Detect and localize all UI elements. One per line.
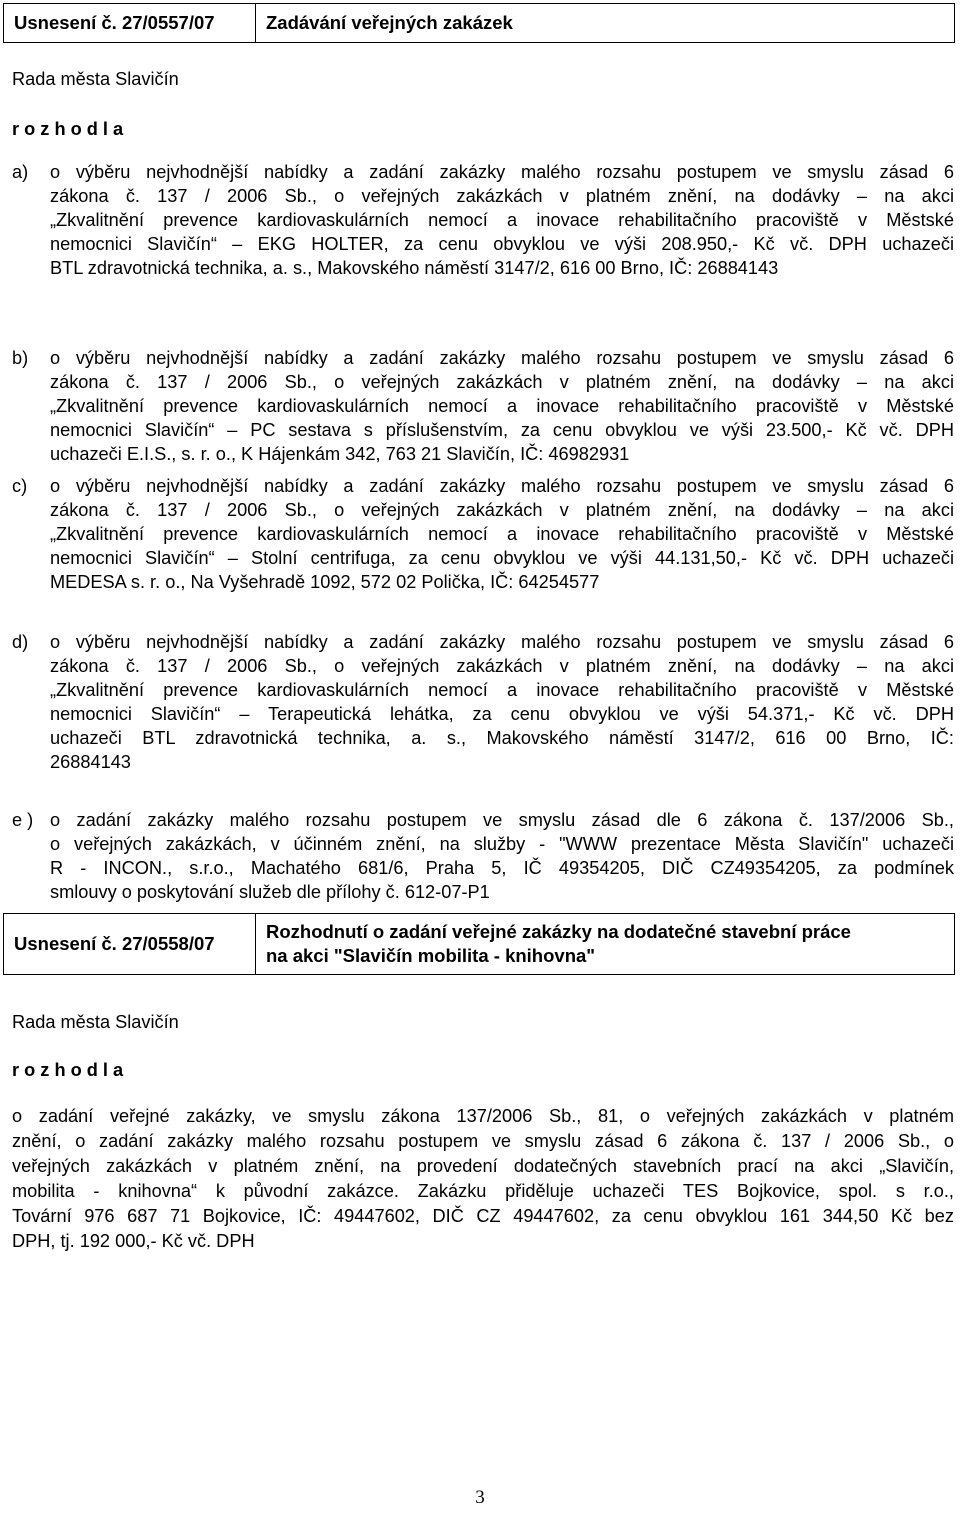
item-line: „Zkvalitnění prevence kardiovaskulárních nemocí a inovace rehabilitačního pracoviště v Městské — [50, 210, 954, 230]
item-line: nemocnici Slavičín“ – EKG HOLTER, za cenu obvyklou ve výši 208.950,- Kč vč. DPH uchazeči — [50, 234, 954, 254]
item-marker: e ) — [12, 810, 34, 830]
paragraph-line: o zadání veřejné zakázky, ve smyslu zákona 137/2006 Sb., 81, o veřejných zakázkách v platném — [12, 1106, 954, 1126]
item-line: zákona č. 137 / 2006 Sb., o veřejných zakázkách v platném znění, na dodávky – na akci — [50, 372, 954, 392]
page-number: 3 — [475, 1487, 485, 1508]
item-line: nemocnici Slavičín“ – PC sestava s příslušenstvím, za cenu obvyklou ve výši 23.500,- Kč vč. DPH — [50, 420, 954, 440]
item-line: R - INCON., s.r.o., Machatého 681/6, Praha 5, IČ 49354205, DIČ CZ49354205, za podmínek — [50, 858, 954, 878]
item-line: uchazeči E.I.S., s. r. o., K Hájenkám 342, 763 21 Slavičín, IČ: 46982931 — [50, 444, 630, 464]
item-line: o výběru nejvhodnější nabídky a zadání zakázky malého rozsahu postupem ve smyslu zásad 6 — [50, 476, 954, 496]
paragraph-line: DPH, tj. 192 000,- Kč vč. DPH — [12, 1231, 255, 1251]
item-line: o zadání zakázky malého rozsahu postupem ve smyslu zásad dle 6 zákona č. 137/2006 Sb., — [50, 810, 954, 830]
item-text — [50, 630, 954, 774]
resolution-title-2-line-1: Rozhodnutí o zadání veřejné zakázky na dodatečné stavební práce — [266, 921, 851, 942]
item-marker: b) — [12, 348, 29, 368]
item-line: 26884143 — [50, 752, 131, 772]
item-line: zákona č. 137 / 2006 Sb., o veřejných zakázkách v platném znění, na dodávky – na akci — [50, 500, 954, 520]
item-line: uchazeči BTL zdravotnická technika, a. s., Makovského náměstí 3147/2, 616 00 Brno, IČ: — [50, 728, 954, 748]
council-name-1: Rada města Slavičín — [12, 69, 179, 89]
item-text — [50, 808, 954, 904]
resolution-number-1: Usnesení č. 27/0557/07 — [4, 4, 256, 43]
item-marker: a) — [12, 162, 29, 182]
item-marker: c) — [12, 476, 28, 496]
item-line: smlouvy o poskytování služeb dle přílohy č. 612-07-P1 — [50, 882, 490, 902]
decides-heading-1: r o z h o d l a — [12, 119, 124, 139]
item-line: „Zkvalitnění prevence kardiovaskulárních nemocí a inovace rehabilitačního pracoviště v Městské — [50, 524, 954, 544]
item-line: MEDESA s. r. o., Na Vyšehradě 1092, 572 02 Polička, IČ: 64254577 — [50, 572, 600, 592]
resolution-header-2 — [3, 913, 955, 975]
item-line: nemocnici Slavičín“ – Terapeutická lehátka, za cenu obvyklou ve výši 54.371,- Kč vč. DPH — [50, 704, 954, 724]
item-marker: d) — [12, 632, 29, 652]
item-line: BTL zdravotnická technika, a. s., Makovského náměstí 3147/2, 616 00 Brno, IČ: 26884143 — [50, 258, 779, 278]
resolution-number-2: Usnesení č. 27/0558/07 — [4, 914, 256, 975]
item-text — [50, 160, 954, 280]
item-text — [50, 474, 954, 594]
resolution-title-2 — [256, 914, 955, 975]
resolution-title-2-line-2: na akci "Slavičín mobilita - knihovna" — [266, 945, 596, 966]
item-line: o výběru nejvhodnější nabídky a zadání zakázky malého rozsahu postupem ve smyslu zásad 6 — [50, 162, 954, 182]
item-line: o veřejných zakázkách, v účinném znění, na služby - "WWW prezentace Města Slavičín" uchazeči — [50, 834, 954, 854]
council-name-2: Rada města Slavičín — [12, 1012, 179, 1032]
paragraph-line: znění, o zadání zakázky malého rozsahu postupem ve smyslu zásad 6 zákona č. 137 / 2006 Sb., o — [12, 1131, 954, 1151]
decision-paragraph — [12, 1104, 954, 1254]
paragraph-line: Tovární 976 687 71 Bojkovice, IČ: 49447602, DIČ CZ 49447602, za cenu obvyklou 161 344,50 Kč bez — [12, 1206, 954, 1226]
item-line: o výběru nejvhodnější nabídky a zadání zakázky malého rozsahu postupem ve smyslu zásad 6 — [50, 632, 954, 652]
decides-heading-2: r o z h o d l a — [12, 1060, 124, 1080]
item-line: „Zkvalitnění prevence kardiovaskulárních nemocí a inovace rehabilitačního pracoviště v Městské — [50, 680, 954, 700]
item-line: nemocnici Slavičín“ – Stolní centrifuga, za cenu obvyklou ve výši 44.131,50,- Kč vč. DPH uchazeči — [50, 548, 954, 568]
item-line: zákona č. 137 / 2006 Sb., o veřejných zakázkách v platném znění, na dodávky – na akci — [50, 656, 954, 676]
resolution-header-1 — [3, 3, 955, 43]
item-text — [50, 346, 954, 466]
item-line: „Zkvalitnění prevence kardiovaskulárních nemocí a inovace rehabilitačního pracoviště v Městské — [50, 396, 954, 416]
item-line: o výběru nejvhodnější nabídky a zadání zakázky malého rozsahu postupem ve smyslu zásad 6 — [50, 348, 954, 368]
paragraph-line: mobilita - knihovna“ k původní zakázce. Zakázku přiděluje uchazeči TES Bojkovice, spol. s r.o., — [12, 1181, 954, 1201]
resolution-title-1: Zadávání veřejných zakázek — [256, 4, 955, 43]
paragraph-line: veřejných zakázkách v platném znění, na provedení dodatečných stavebních prací na akci „Slavičín, — [12, 1156, 954, 1176]
item-line: zákona č. 137 / 2006 Sb., o veřejných zakázkách v platném znění, na dodávky – na akci — [50, 186, 954, 206]
